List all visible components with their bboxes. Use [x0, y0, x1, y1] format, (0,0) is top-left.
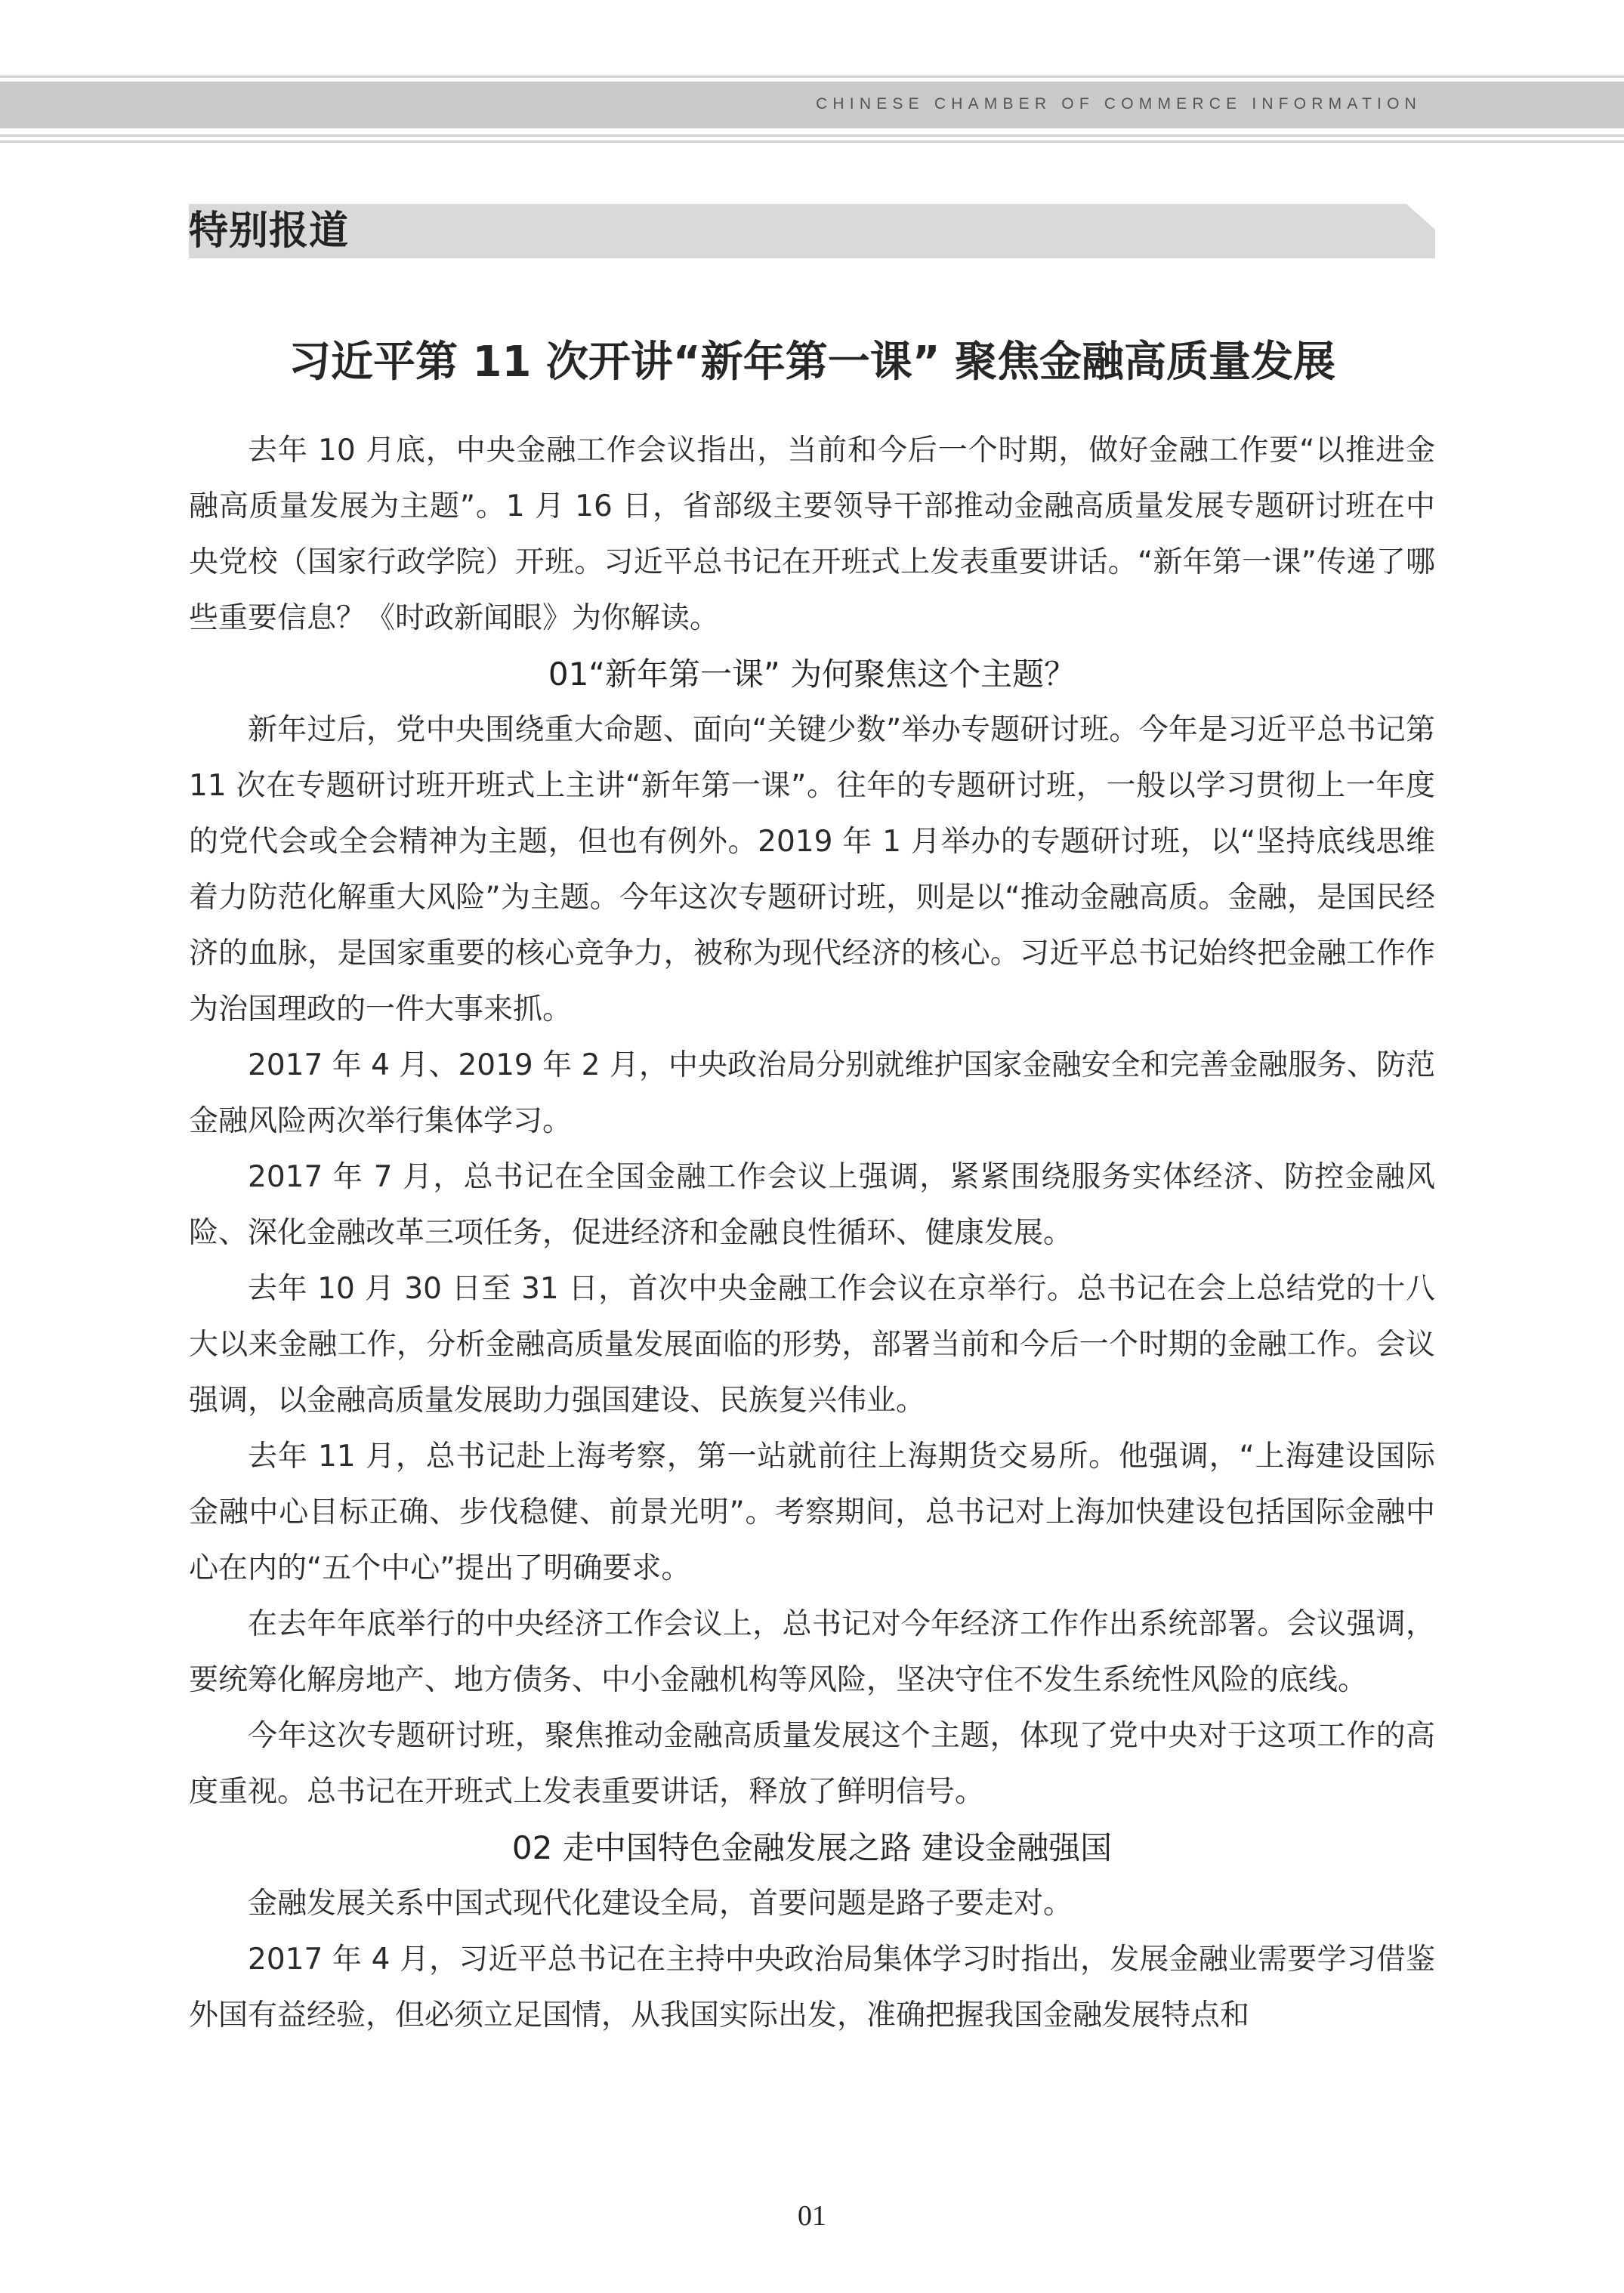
section-label-bar	[189, 204, 1435, 258]
header-bottom-rule	[0, 134, 1624, 137]
paragraph: 去年 11 月，总书记赴上海考察，第一站就前往上海期货交易所。他强调，“上海建设国际金融中心目标正确、步伐稳健、前景光明”。考察期间，总书记对上海加快建设包括国际金融中心在内的“五个中心”提出了明确要求。	[189, 1440, 1435, 1585]
paragraph: 金融发展关系中国式现代化建设全局，首要问题是路子要走对。	[248, 1887, 1073, 1921]
paragraph: 今年这次专题研讨班，聚焦推动金融高质量发展这个主题，体现了党中央对于这项工作的高度重视。总书记在开班式上发表重要讲话，释放了鲜明信号。	[189, 1719, 1435, 1809]
subheading-01: 01“新年第一课” 为何聚焦这个主题？	[548, 656, 1076, 693]
header-bottom-rule-2	[0, 140, 1624, 143]
paragraph: 去年 10 月 30 日至 31 日，首次中央金融工作会议在京举行。总书记在会上总结党的十八大以来金融工作，分析金融高质量发展面临的形势，部署当前和今后一个时期的金融工作。会议强调，以金融高质量发展助力强国建设、民族复兴伟业。	[189, 1272, 1435, 1418]
paragraph: 在去年年底举行的中央经济工作会议上，总书记对今年经济工作作出系统部署。会议强调，要统筹化解房地产、地方债务、中小金融机构等风险，坚决守住不发生系统性风险的底线。	[189, 1607, 1435, 1697]
paragraph: 去年 10 月底，中央金融工作会议指出，当前和今后一个时期，做好金融工作要“以推进金融高质量发展为主题”。1 月 16 日，省部级主要领导干部推动金融高质量发展专题研讨班在中央党校（国家行政学院）开班。习近平总书记在开班式上发表重要讲话。“新年第一课”传递了哪些重要信息？《时政新闻眼》为你解读。	[189, 434, 1435, 635]
page-number: 01	[798, 2200, 826, 2232]
paragraph: 2017 年 4 月，习近平总书记在主持中央政治局集体学习时指出，发展金融业需要学习借鉴外国有益经验，但必须立足国情，从我国实际出发，准确把握我国金融发展特点和	[189, 1943, 1435, 2032]
masthead-text: CHINESE CHAMBER OF COMMERCE INFORMATION	[816, 95, 1422, 113]
header-top-rule	[0, 76, 1624, 78]
paragraph: 新年过后，党中央围绕重大命题、面向“关键少数”举办专题研讨班。今年是习近平总书记第 11 次在专题研讨班开班式上主讲“新年第一课”。往年的专题研讨班，一般以学习贯彻上一年度的党代会或全会精神为主题，但也有例外。2019 年 1 月举办的专题研讨班，以“坚持底线思维着力防范化解重大风险”为主题。今年这次专题研讨班，则是以“推动金融高质。金融，是国民经济的血脉，是国家重要的核心竞争力，被称为现代经济的核心。习近平总书记始终把金融工作作为治国理政的一件大事来抓。	[189, 713, 1435, 1026]
section-label: 特别报道	[189, 208, 350, 254]
subheading-02: 02 走中国特色金融发展之路 建设金融强国	[511, 1829, 1113, 1866]
paragraph: 2017 年 7 月，总书记在全国金融工作会议上强调，紧紧围绕服务实体经济、防控金融风险、深化金融改革三项任务，促进经济和金融良性循环、健康发展。	[189, 1160, 1435, 1250]
article-body	[189, 423, 1435, 2044]
paragraph: 2017 年 4 月、2019 年 2 月，中央政治局分别就维护国家金融安全和完善金融服务、防范金融风险两次举行集体学习。	[189, 1048, 1435, 1138]
article-title: 习近平第 11 次开讲“新年第一课” 聚焦金融高质量发展	[288, 338, 1336, 387]
